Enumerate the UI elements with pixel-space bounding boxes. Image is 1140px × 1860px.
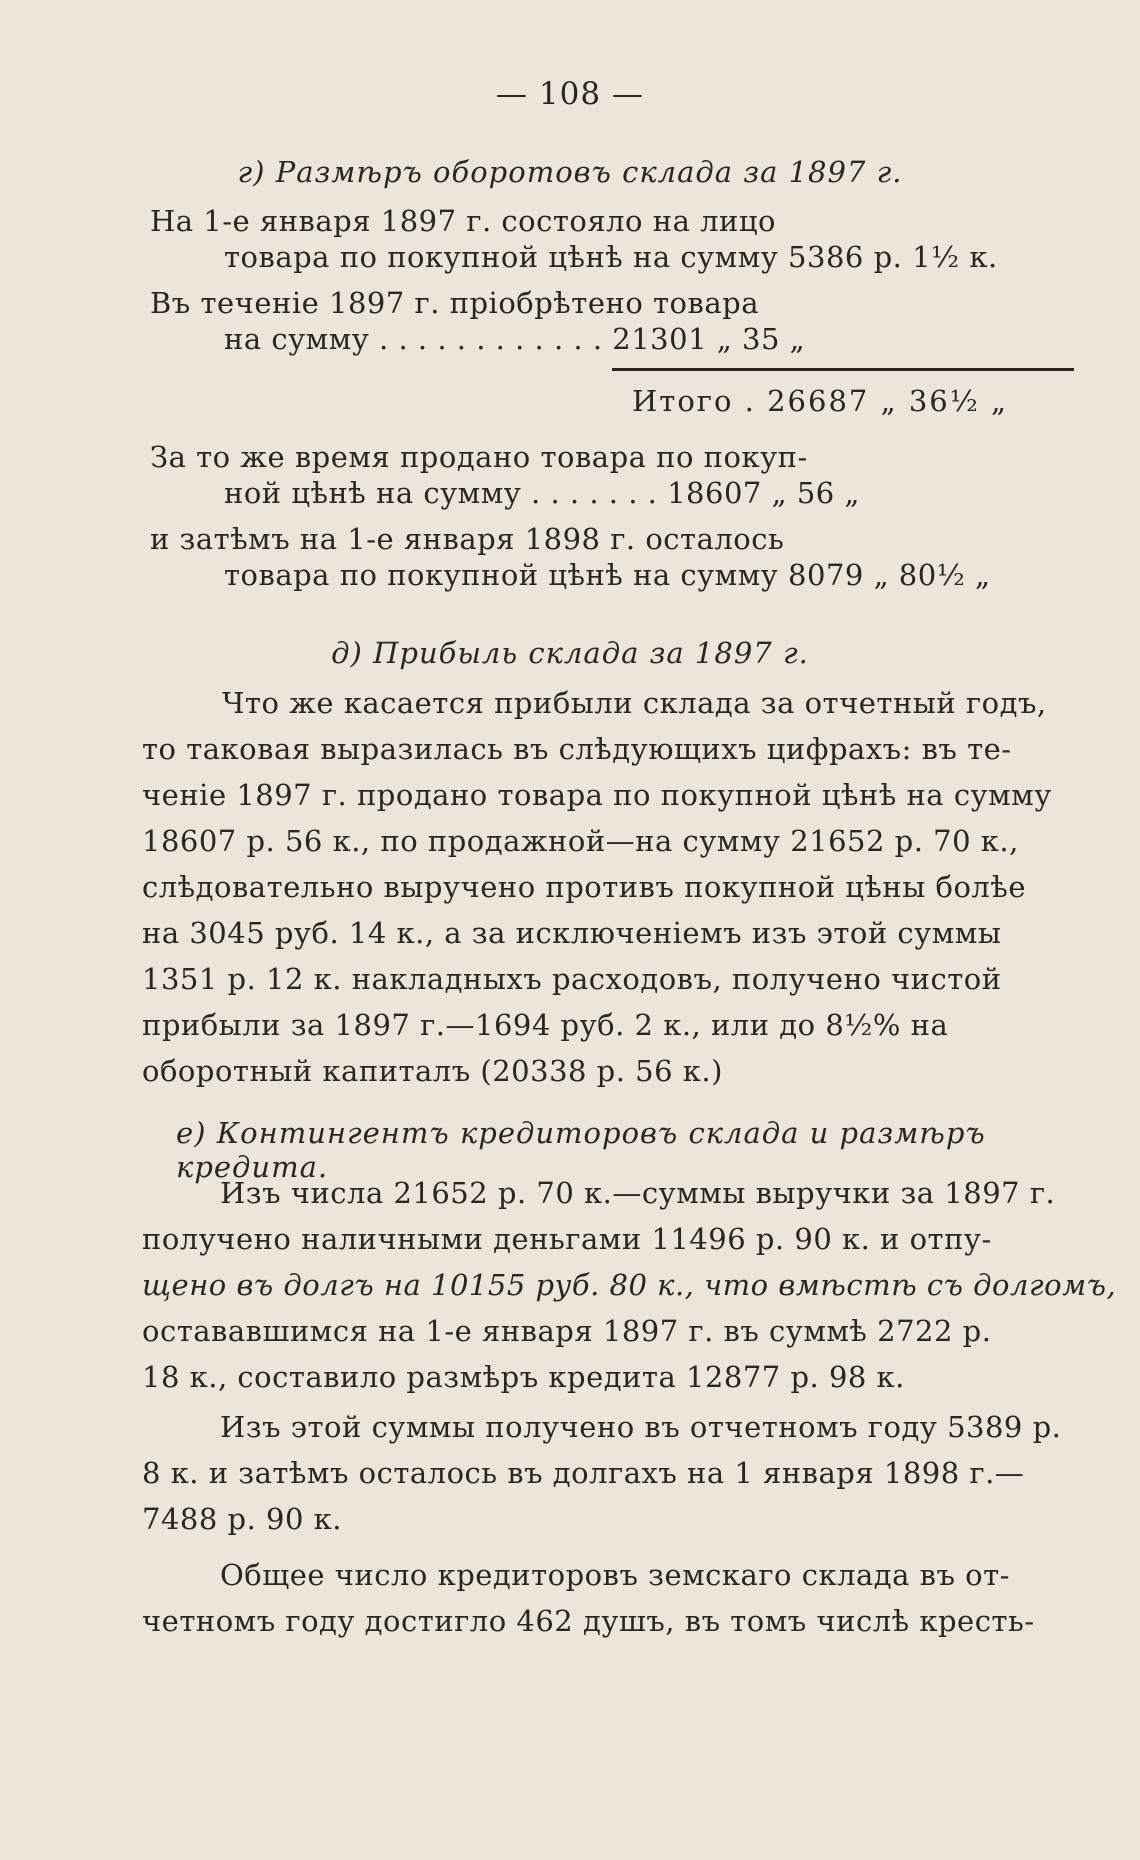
d-line-7: 1351 р. 12 к. накладныхъ расходовъ, получено чистой [142,962,1002,996]
e-p1-line-2: получено наличными деньгами 11496 р. 90 к. и отпу- [142,1222,992,1256]
e-p2-line-2: 8 к. и затѣмъ осталось въ долгахъ на 1 января 1898 г.— [142,1456,1025,1490]
e-p1-line-5: 18 к., составило размѣръ кредита 12877 р. 98 к. [142,1360,905,1394]
section-d-heading: д) Прибыль склада за 1897 г. [331,636,809,670]
g-row-7: ной цѣнѣ на сумму . . . . . . . 18607 „ 56 „ [224,476,860,510]
g-row-3: Въ теченіе 1897 г. пріобрѣтено товара [150,286,759,320]
g-row-2: товара по покупной цѣнѣ на сумму 5386 р. 1½ к. [224,240,998,274]
total-rule [612,368,1074,371]
section-e-heading: е) Контингентъ кредиторовъ склада и размѣръ кредита. [176,1116,986,1184]
g-row-6: За то же время продано товара по покуп- [150,440,808,474]
section-g-heading: г) Размѣръ оборотовъ склада за 1897 г. [237,155,903,189]
d-line-4: 18607 р. 56 к., по продажной—на сумму 21652 р. 70 к., [142,824,1019,858]
g-row-1: На 1-е января 1897 г. состояло на лицо [150,204,776,238]
g-row-8: и затѣмъ на 1-е января 1898 г. осталось [150,522,785,556]
e-p2-line-1: Изъ этой суммы получено въ отчетномъ году 5389 р. [220,1410,1062,1444]
g-row-9: товара по покупной цѣнѣ на сумму 8079 „ 80½ „ [224,558,991,592]
g-row-4: на сумму . . . . . . . . . . . . 21301 „ 35 „ [224,322,806,356]
d-line-9: оборотный капиталъ (20338 р. 56 к.) [142,1054,723,1088]
page-number: — 108 — [496,76,644,112]
d-line-2: то таковая выразилась въ слѣдующихъ цифрахъ: въ те- [142,732,1012,766]
d-line-8: прибыли за 1897 г.—1694 руб. 2 к., или до 8½% на [142,1008,949,1042]
d-line-5: слѣдовательно выручено противъ покупной цѣны болѣе [142,870,1026,904]
e-p1-line-4: остававшимся на 1-е января 1897 г. въ суммѣ 2722 р. [142,1314,992,1348]
g-total-row: Итого . 26687 „ 36½ „ [632,384,1009,418]
e-p1-line-3: щено въ долгъ на 10155 руб. 80 к., что вмѣстѣ съ долгомъ, [142,1268,1117,1302]
d-line-1: Что же касается прибыли склада за отчетный годъ, [222,686,1047,720]
e-p2-line-3: 7488 р. 90 к. [142,1502,342,1536]
e-p1-line-1: Изъ числа 21652 р. 70 к.—суммы выручки за 1897 г. [220,1176,1056,1210]
e-p3-line-1: Общее число кредиторовъ земскаго склада въ от- [220,1558,1010,1592]
d-line-6: на 3045 руб. 14 к., а за исключеніемъ изъ этой суммы [142,916,1002,950]
d-line-3: ченіе 1897 г. продано товара по покупной цѣнѣ на сумму [142,778,1052,812]
e-p3-line-2: четномъ году достигло 462 душъ, въ томъ числѣ кресть- [142,1604,1035,1638]
